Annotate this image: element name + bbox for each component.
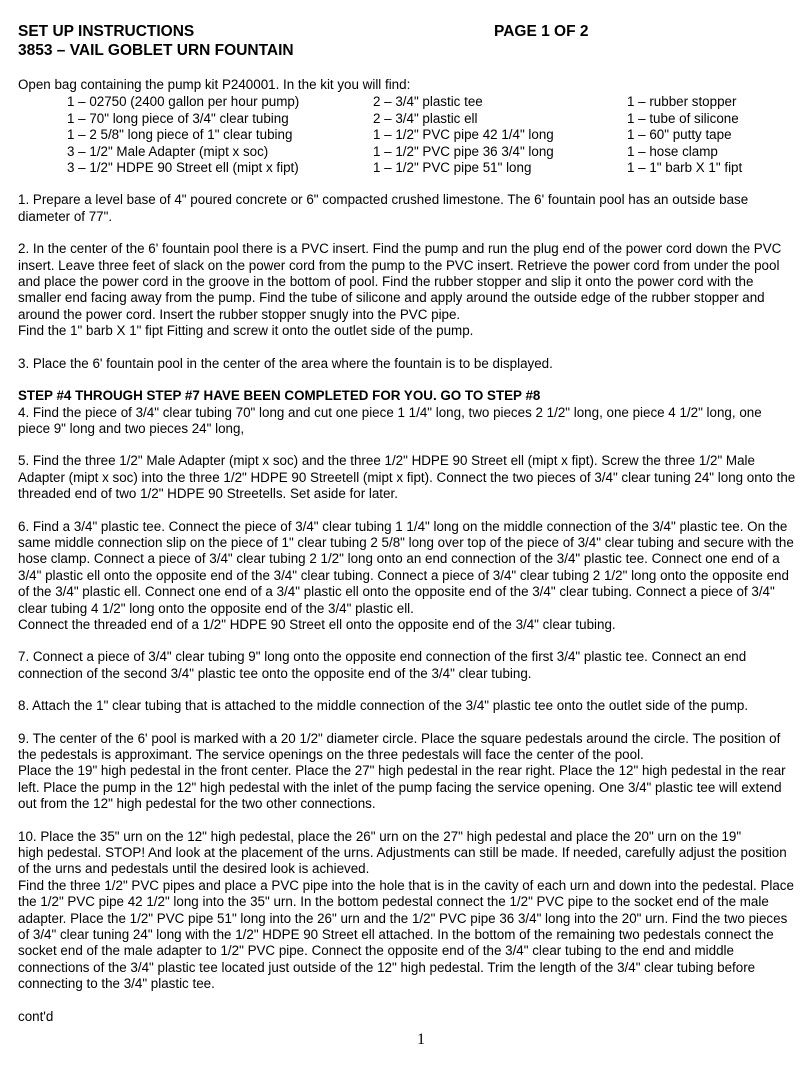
kit-item: 1 – tube of silicone (627, 110, 739, 126)
step-10-stop-text: high pedestal. STOP! And look at the placement of the urns. Adjustments can still be made. If needed, carefully adjust the position of the urns and pedestals until the desired look is achieved. (18, 845, 787, 877)
continued-note: cont'd (18, 1008, 54, 1024)
step-3: 3. Place the 6' fountain pool in the center of the area where the fountain is to be displayed. (18, 355, 553, 371)
step-6-text: 6. Find a 3/4" plastic tee. Connect the piece of 3/4" clear tubing 1 1/4" long on the middle connection of the 3/4" plastic tee. On the same middle connection slip on the piece of 1" clear tubing 2 5/8" long over top of the piece of 3/4" clear tubing and secure with the hose clamp. Connect a piece of 3/4" clear tubing 2 1/2" long onto an end connection of the 3/4" plastic tee. Connect one end of a 3/4" plastic ell onto the opposite end of the 3/4" clear tubing. Connect a piece of 3/4" clear tubing 2 1/2" long onto the opposite end of the 3/4" plastic ell. Connect one end of a 3/4" plastic ell onto the opposite end of the 3/4" clear tubing. Connect a piece of 3/4" clear tubing 4 1/2" long onto the opposite end of the 3/4" plastic ell. (18, 518, 794, 616)
step-6 (18, 519, 796, 634)
table-row (67, 127, 742, 143)
kit-item: 2 – 3/4" plastic ell (373, 110, 478, 126)
kit-item: 1 – 1/2" PVC pipe 36 3/4" long (373, 143, 554, 159)
document-page (18, 22, 796, 1025)
step-2-text: 2. In the center of the 6' fountain pool there is a PVC insert. Find the pump and run the plug end of the power cord down the PVC insert. Leave three feet of slack on the power cord from the pump to the PVC insert. Retrieve the power cord from under the pool and place the power cord in the groove in the bottom of pool. Find the rubber stopper and slip it onto the power cord with the smaller end facing away from the pump. Find the tube of silicone and apply around the outside edge of the rubber stopper and around the power cord. Insert the rubber stopper snugly into the PVC pipe. (18, 241, 782, 322)
step-7: 7. Connect a piece of 3/4" clear tubing 9" long onto the opposite end connection of the first 3/4" plastic tee. Connect an end connection of the second 3/4" plastic tee onto the opposite end of the 3/4" clear tubing. (18, 649, 747, 681)
table-row (67, 160, 742, 176)
step-5-text-2: 24" long onto the threaded end of two 1/2" HDPE 90 Streetells. (18, 469, 796, 502)
document-header (18, 22, 796, 60)
page-indicator: PAGE 1 OF 2 (494, 23, 589, 40)
step-10-part: In the bottom pedestal connect the 1/2" PVC pipe to the socket end of the male adapter. Place the 1/2" (18, 894, 769, 926)
kit-item: 1 – 70" long piece of 3/4" clear tubing (67, 110, 289, 126)
kit-contents-table (67, 94, 742, 176)
kit-item: 1 – 1/2" PVC pipe 51" long (373, 160, 532, 176)
kit-item: 3 – 1/2" HDPE 90 Street ell (mipt x fipt) (67, 160, 299, 176)
step-5-text-3: Set aside for later. (286, 486, 398, 502)
table-row (67, 144, 742, 160)
kit-item: 1 – 02750 (2400 gallon per hour pump) (67, 94, 300, 110)
step-4 (18, 388, 796, 437)
table-row (67, 111, 742, 127)
step-4-heading: STEP #4 THROUGH STEP #7 HAVE BEEN COMPLETED FOR YOU. GO TO STEP #8 (18, 388, 541, 404)
intro-text: Open bag containing the pump kit P240001. In the kit you will find: (18, 77, 411, 92)
step-8: 8. Attach the 1" clear tubing that is attached to the middle connection of the 3/4" plastic tee onto the outlet side of the pump. (18, 698, 749, 714)
step-10-part: into the 35" urn. (202, 894, 297, 910)
document-title: SET UP INSTRUCTIONS (18, 23, 195, 40)
step-10-part: Trim the length of the 3/4" clear tubing before connecting to the 3/4" plastic tee. (18, 959, 756, 992)
step-9-placement: Place the 19" high pedestal in the front center. Place the 27" high pedestal in the rear right. Place the 12" high pedestal in the rear left. Place the pump in the 12" high pedestal with the inlet of the pump facing the service opening. One 3/4" plastic tee will extend out from the 12" high pedestal for the two other connections. (18, 763, 786, 812)
kit-item: 1 – 1/2" PVC pipe 42 1/4" long (373, 127, 554, 143)
product-title: 3853 – VAIL GOBLET URN FOUNTAIN (18, 42, 294, 59)
step-10 (18, 829, 796, 993)
kit-item: 1 – rubber stopper (627, 94, 737, 110)
kit-item: 1 – 1" barb X 1" fipt (627, 160, 743, 176)
step-10-part: with the 1/2" HDPE 90 Street ell attached. In the bottom of the remaining two pedestals connect the socket end of the male adapter to 1/2" PVC pipe. Connect the opposite end of the 3/4" clear tubing to the end and middle connections of the 3/4" (18, 927, 774, 975)
step-2-barb-note: Find the 1" barb X 1" fipt Fitting and screw it onto the outlet side of the pump. (18, 323, 474, 339)
table-row (67, 94, 742, 110)
step-10-part: Find the three 1/2" PVC pipes and place a PVC pipe into the hole that is in the cavity of each urn and down into the pedestal. Place the 1/2" PVC pipe 42 1/2" long (18, 877, 794, 910)
step-1: 1. Prepare a level base of 4" poured concrete or 6" compacted crushed limestone. The 6' fountain pool has an outside base diameter of 77". (18, 192, 749, 224)
kit-item: 3 – 1/2" Male Adapter (mipt x soc) (67, 143, 269, 159)
page-number: 1 (417, 1031, 425, 1048)
kit-item: 1 – hose clamp (627, 143, 718, 159)
kit-item: 2 – 3/4" plastic tee (373, 94, 483, 110)
step-4-text: 4. Find the piece of 3/4" clear tubing 70" long and cut one piece 1 1/4" long, two pieces 2 1/2" long, one piece 4 1/2" long, one piece 9" long and two pieces 24" long, (18, 404, 762, 436)
step-2 (18, 241, 796, 339)
step-10-part: and the 1/2" PVC pipe 36 3/4" long into (359, 910, 600, 926)
kit-item: 1 – 60" putty tape (627, 127, 732, 143)
step-6-text-2: Connect the threaded end of a 1/2" HDPE 90 Street ell onto the opposite end of the 3/4" clear tubing. (18, 616, 616, 632)
step-9 (18, 731, 796, 813)
step-10-line-1: 10. Place the 35" urn on the 12" high pedestal, place the 26" urn on the 27" high pedestal and place the 20" urn on the 19" (18, 828, 742, 844)
step-5-text: 5. Find the three 1/2" Male Adapter (mipt x soc) and the three 1/2" HDPE 90 Street ell (mipt x fipt). Screw the three 1/2" Male Adapter (mipt x soc) into the three 1/2" HDPE 90 Streetell (mipt x fipt). Connect the two pieces of 3/4" clear tuning (18, 453, 755, 485)
step-10-pipes-text (18, 878, 796, 993)
step-9-text: 9. The center of the 6' pool is marked with a 20 1/2" diameter circle. Place the square pedestals around the circle. The position of the pedestals is approximant. The service openings on the three pedestals will face the center of the pool. (18, 730, 781, 762)
step-10-part: plastic tee located just outside of the 12" high pedestal. (157, 959, 484, 975)
kit-item: 1 – 2 5/8" long piece of 1" clear tubing (67, 127, 293, 143)
step-5 (18, 453, 796, 502)
step-10-part: the 20" urn. Find the two pieces of 3/4" clear tuning 24" long (18, 910, 788, 943)
step-10-part: PVC pipe 51" long into the 26" urn (156, 910, 360, 926)
